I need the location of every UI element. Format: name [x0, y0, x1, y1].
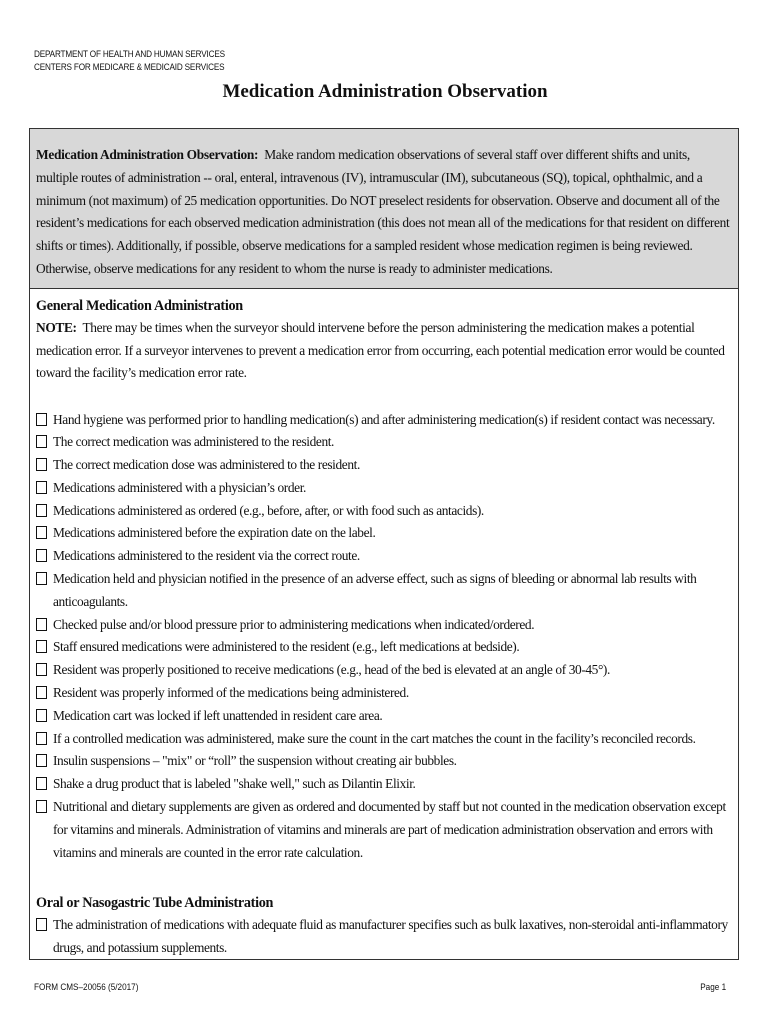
checklist-item-text: Insulin suspensions – "mix" or “roll” the suspension without creating air bubbles. — [53, 753, 457, 769]
checklist-item — [36, 636, 732, 659]
general-checklist — [36, 409, 732, 865]
checklist-item — [36, 545, 732, 568]
oral-checklist — [36, 914, 732, 960]
checklist-item-text: If a controlled medication was administered, make sure the count in the cart matches the count in the facility’s reconciled records. — [53, 730, 696, 746]
checklist-item-text: Checked pulse and/or blood pressure prior to administering medications when indicated/ordered. — [53, 616, 535, 632]
checkbox[interactable] — [36, 572, 47, 585]
checklist-item — [36, 750, 732, 773]
checkbox[interactable] — [36, 618, 47, 631]
checklist-item-text: The administration of medications with adequate fluid as manufacturer specifies such as bulk laxatives, non-steroidal anti-inflammatory drugs, and potassium supplements. — [53, 917, 728, 955]
checklist-item-text: Shake a drug product that is labeled "shake well," such as Dilantin Elixir. — [53, 776, 416, 792]
checklist-item — [36, 431, 732, 454]
center-name: CENTERS FOR MEDICARE & MEDICAID SERVICES — [34, 62, 225, 73]
oral-section-title: Oral or Nasogastric Tube Administration — [36, 895, 274, 911]
checklist-item-text: The correct medication was administered to the resident. — [53, 434, 335, 450]
checklist-item-text: Resident was properly positioned to receive medications (e.g., head of the bed is elevated at an angle of 30-45°). — [53, 662, 610, 678]
checklist-item-text: Hand hygiene was performed prior to handling medication(s) and after administering medication(s) if resident contact was necessary. — [53, 411, 715, 427]
checkbox[interactable] — [36, 777, 47, 790]
checkbox[interactable] — [36, 504, 47, 517]
checkbox[interactable] — [36, 526, 47, 539]
note-label: NOTE: — [36, 320, 77, 335]
checklist-item — [36, 409, 732, 432]
checklist-item-text: The correct medication dose was administered to the resident. — [53, 457, 360, 473]
general-section-title: General Medication Administration — [36, 298, 243, 314]
intro-box — [30, 129, 738, 289]
checklist-item — [36, 705, 732, 728]
agency-header — [34, 48, 225, 74]
checkbox[interactable] — [36, 549, 47, 562]
checklist-item — [36, 796, 732, 864]
checklist-item — [36, 682, 732, 705]
checklist-item-text: Medications administered before the expiration date on the label. — [53, 525, 376, 541]
checklist-item — [36, 659, 732, 682]
checklist-item-text: Medications administered to the resident via the correct route. — [53, 548, 360, 564]
intro-text: Make random medication observations of several staff over different shifts and units, multiple routes of administration -- oral, enteral, intravenous (IV), intramuscular (IM), subcutaneous (SQ), topical, ophthalmic, and a minimum (not maximum) of 25 medication opportunities. Do NOT preselect residents for observation. Observe and document all of the resident’s medications for each observed medication administration (this does not mean all of the medications for that resident on different shifts or times). Additionally, if possible, observe medications for a sampled resident whose medication regimen is being reviewed. Otherwise, observe medications for any resident to whom the nurse is ready to administer medications. — [36, 147, 730, 276]
page-number: Page 1 — [700, 982, 726, 993]
checklist-item — [36, 500, 732, 523]
note-text: There may be times when the surveyor should intervene before the person administering the medication makes a potential medication error. If a surveyor intervenes to prevent a medication error from occurring, each potential medication error would be counted toward the facility’s medication error rate. — [36, 320, 725, 380]
general-note — [36, 317, 732, 385]
checklist-item — [36, 614, 732, 637]
form-number: FORM CMS–20056 (5/2017) — [34, 982, 139, 993]
checklist-item — [36, 568, 732, 614]
checklist-item — [36, 477, 732, 500]
intro-label: Medication Administration Observation: — [36, 147, 259, 162]
general-section — [36, 295, 732, 864]
oral-section — [36, 892, 732, 960]
form-frame — [29, 128, 739, 960]
checkbox[interactable] — [36, 481, 47, 494]
checklist-item — [36, 914, 732, 960]
checkbox[interactable] — [36, 709, 47, 722]
checkbox[interactable] — [36, 435, 47, 448]
checklist-item-text: Resident was properly informed of the medications being administered. — [53, 685, 409, 701]
checklist-item — [36, 773, 732, 796]
checklist-item-text: Medication cart was locked if left unattended in resident care area. — [53, 707, 383, 723]
checklist-item-text: Staff ensured medications were administered to the resident (e.g., left medications at bedside). — [53, 639, 520, 655]
checkbox[interactable] — [36, 754, 47, 767]
checklist-item-text: Medications administered as ordered (e.g., before, after, or with food such as antacids). — [53, 502, 484, 518]
checkbox[interactable] — [36, 413, 47, 426]
checkbox[interactable] — [36, 640, 47, 653]
department-name: DEPARTMENT OF HEALTH AND HUMAN SERVICES — [34, 49, 225, 60]
checklist-item-text: Medication held and physician notified in the presence of an adverse effect, such as signs of bleeding or abnormal lab results with anticoagulants. — [53, 571, 697, 609]
checklist-item-text: Medications administered with a physician’s order. — [53, 479, 306, 495]
checklist-item — [36, 728, 732, 751]
checkbox[interactable] — [36, 800, 47, 813]
checkbox[interactable] — [36, 663, 47, 676]
checkbox[interactable] — [36, 686, 47, 699]
checkbox[interactable] — [36, 732, 47, 745]
checkbox[interactable] — [36, 458, 47, 471]
checkbox[interactable] — [36, 918, 47, 931]
checklist-item — [36, 522, 732, 545]
checklist-item-text: Nutritional and dietary supplements are given as ordered and documented by staff but not counted in the medication observation except for vitamins and minerals. Administration of vitamins and minerals are part of medication administration observation and errors with vitamins and minerals are counted in the error rate calculation. — [53, 799, 726, 860]
page-title: Medication Administration Observation — [222, 81, 548, 102]
checklist-item — [36, 454, 732, 477]
